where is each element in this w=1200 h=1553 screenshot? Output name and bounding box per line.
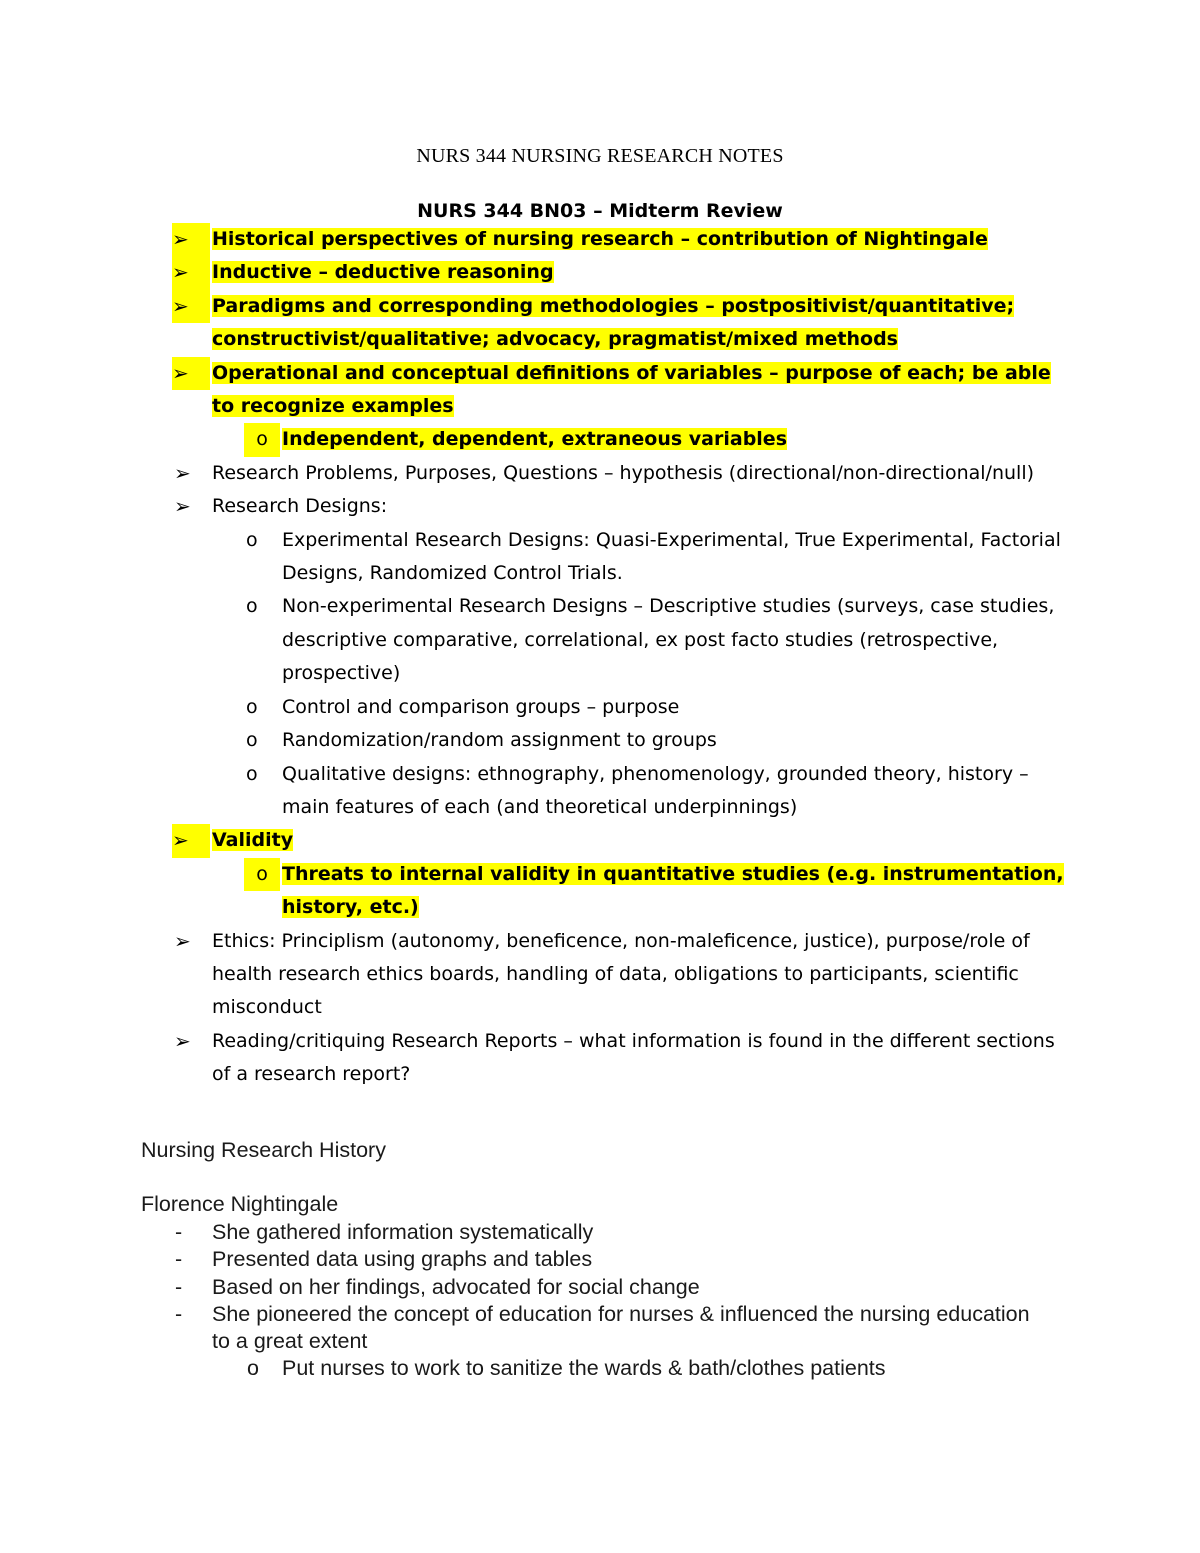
list-subitem — [141, 1355, 1041, 1382]
review-item — [0, 256, 1072, 289]
review-item-text: Inductive – deductive reasoning — [212, 261, 554, 284]
arrow-bullet-icon: ➢ — [172, 256, 210, 289]
review-item — [0, 824, 1072, 857]
circle-bullet-icon: o — [246, 595, 258, 618]
review-item-text: Operational and conceptual definitions of variables – purpose of each; be able to recognize examples — [212, 361, 1051, 418]
dash-bullet-icon: - — [175, 1301, 183, 1326]
dash-bullet-icon: - — [175, 1274, 183, 1299]
review-item-text: Experimental Research Designs: Quasi-Experimental, True Experimental, Factorial Designs, Randomized Control Trials. — [282, 528, 1061, 585]
review-item-text: Control and comparison groups – purpose — [282, 695, 680, 718]
circle-bullet-icon: o — [247, 1356, 259, 1381]
review-item — [0, 925, 1072, 1025]
list-item — [141, 1274, 1041, 1301]
midterm-review-list — [0, 223, 1200, 1092]
list-item — [141, 1219, 1041, 1246]
circle-bullet-icon: o — [246, 528, 258, 551]
arrow-bullet-icon: ➢ — [174, 1028, 191, 1053]
review-item-text: Research Problems, Purposes, Questions – hypothesis (directional/non-directional/null) — [212, 461, 1035, 484]
arrow-bullet-icon: ➢ — [172, 223, 210, 256]
list-item — [141, 1301, 1041, 1356]
notes-section — [141, 1135, 1041, 1383]
review-subitem — [0, 858, 1072, 925]
dash-bullet-icon: - — [175, 1220, 183, 1244]
review-subitem — [0, 524, 1072, 591]
review-subitem — [0, 758, 1072, 825]
review-item — [0, 490, 1072, 523]
circle-bullet-icon: o — [244, 858, 280, 891]
list-item-text: Based on her findings, advocated for social change — [212, 1274, 700, 1299]
arrow-bullet-icon: ➢ — [174, 494, 191, 519]
section-heading: Nursing Research History — [141, 1138, 386, 1162]
review-subitem — [0, 590, 1072, 690]
review-item-text: Paradigms and corresponding methodologies – postpositivist/quantitative; constructivist/qualitative; advocacy, pragmatist/mixed methods — [212, 294, 1015, 351]
list-item-text: Put nurses to work to sanitize the wards & bath/clothes patients — [282, 1356, 886, 1381]
review-item-text: Reading/critiquing Research Reports – what information is found in the different sections of a research report? — [212, 1029, 1055, 1086]
review-item — [0, 1025, 1072, 1092]
circle-bullet-icon: o — [246, 695, 258, 718]
nightingale-points-list — [141, 1219, 1041, 1383]
review-item — [0, 290, 1072, 357]
circle-bullet-icon: o — [246, 762, 258, 785]
circle-bullet-icon: o — [246, 729, 258, 752]
review-item-text: Validity — [212, 829, 294, 852]
review-item — [0, 223, 1072, 256]
review-item-text: Historical perspectives of nursing research – contribution of Nightingale — [212, 228, 988, 250]
review-item — [0, 457, 1072, 490]
arrow-bullet-icon: ➢ — [172, 824, 210, 857]
review-item-text: Ethics: Principlism (autonomy, beneficence, non-maleficence, justice), purpose/role of health research ethics boards, handling of data, obligations to participants, scientific misconduct — [212, 929, 1030, 1019]
review-item-text: Research Designs: — [212, 495, 388, 518]
arrow-bullet-icon: ➢ — [174, 460, 191, 485]
review-subitem — [0, 691, 1072, 724]
review-item-text: Non-experimental Research Designs – Descriptive studies (surveys, case studies, descriptive comparative, correlational, ex post facto studies (retrospective, prospective) — [282, 595, 1055, 685]
circle-bullet-icon: o — [244, 423, 280, 456]
review-item-text: Threats to internal validity in quantitative studies (e.g. instrumentation, history, etc.) — [282, 862, 1064, 919]
list-item — [141, 1246, 1041, 1273]
review-item — [0, 357, 1072, 424]
dash-bullet-icon: - — [175, 1247, 183, 1272]
review-item-text: Independent, dependent, extraneous variables — [282, 428, 788, 451]
arrow-bullet-icon: ➢ — [172, 357, 210, 390]
subsection-heading: Florence Nightingale — [141, 1192, 339, 1216]
review-item-text: Qualitative designs: ethnography, phenomenology, grounded theory, history – main features of each (and theoretical underpinnings) — [282, 762, 1029, 818]
document-title: NURS 344 NURSING RESEARCH NOTES — [416, 145, 784, 167]
review-item-text: Randomization/random assignment to groups — [282, 729, 717, 752]
midterm-review-title: NURS 344 BN03 – Midterm Review — [417, 200, 783, 222]
review-subitem — [0, 423, 1072, 456]
arrow-bullet-icon: ➢ — [174, 928, 191, 953]
list-item-text: Presented data using graphs and tables — [212, 1247, 593, 1272]
list-item-text: She gathered information systematically — [212, 1220, 594, 1244]
list-item-text: She pioneered the concept of education for nurses & influenced the nursing education to a great extent — [212, 1301, 1030, 1354]
arrow-bullet-icon: ➢ — [172, 290, 210, 323]
review-subitem — [0, 724, 1072, 757]
